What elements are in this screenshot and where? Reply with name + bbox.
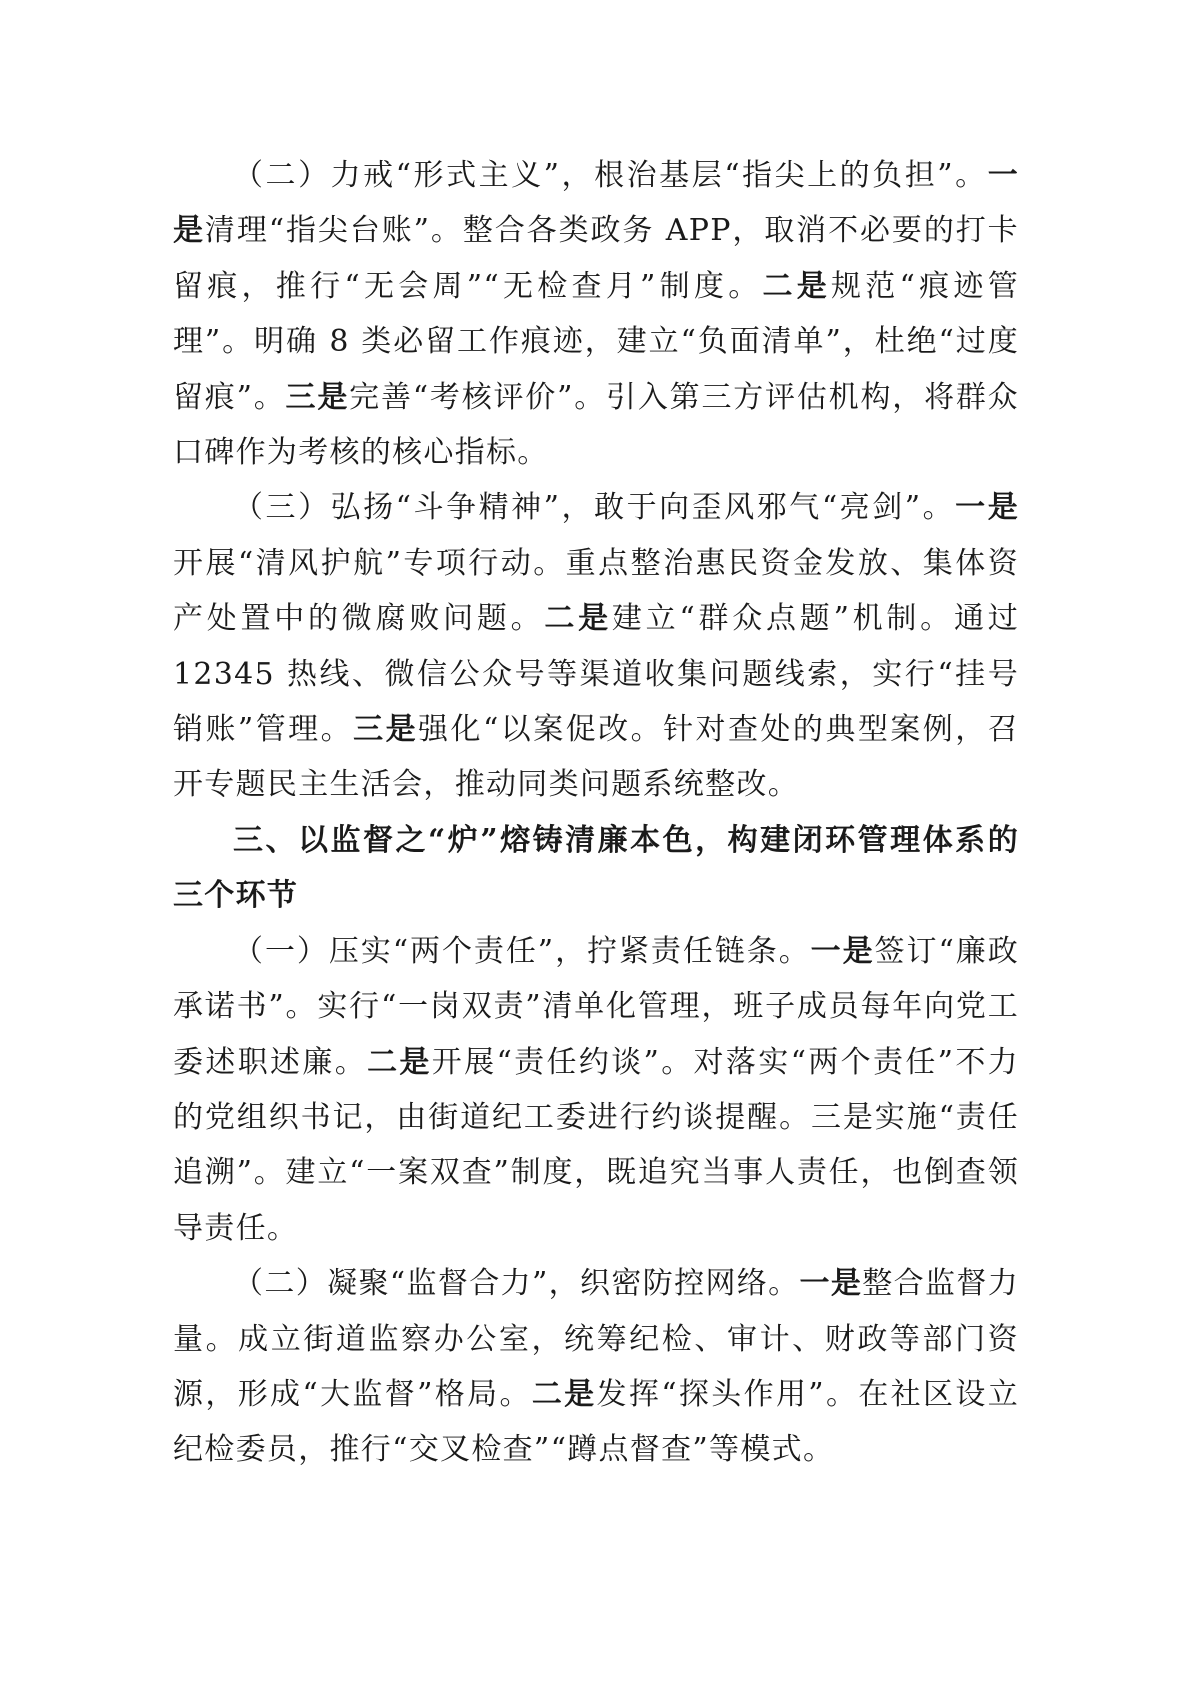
point-label: 二是	[367, 1044, 432, 1080]
document-body	[173, 148, 1019, 1478]
point-label: 一是	[810, 933, 875, 969]
paragraph-two-responsibilities	[173, 924, 1019, 1256]
point-label: 二是	[544, 601, 612, 637]
point-label: 一是	[955, 490, 1020, 526]
paragraph-text: 开展“责任约谈”。对落实“两个责任”不力的党组织书记，由街道纪工委进行约谈提醒。三是实施“责任追溯”。建立“一案双查”制度，既追究当事人责任，也倒查领导责任。	[173, 1044, 1019, 1246]
paragraph-text: 发挥“探头作用”。在社区设立纪检委员，推行“交叉检查”“蹲点督查”等模式。	[173, 1376, 1019, 1468]
paragraph-text: 强化“以案促改。针对查处的典型案例，召开专题民主生活会，推动同类问题系统整改。	[173, 712, 1019, 803]
point-label: 三是	[353, 712, 419, 748]
paragraph-text: （一）压实“两个责任”，拧紧责任链条。	[233, 933, 811, 969]
paragraph-formalism	[173, 148, 1019, 480]
point-label: 二是	[531, 1376, 597, 1412]
paragraph-text: 开展“清风护航”专项行动。重点整治惠民资金发放、集体资产处置中的微腐败问题。	[173, 545, 1019, 637]
paragraph-text: 整合监督力量。成立街道监察办公室，统筹纪检、审计、财政等部门资源，形成“大监督”格局。	[173, 1266, 1020, 1412]
paragraph-text: 签订“廉政承诺书”。实行“一岗双责”清单化管理，班子成员每年向党工委述职述廉。	[173, 933, 1020, 1080]
point-label: 三是	[285, 379, 350, 415]
paragraph-supervision-synergy	[173, 1256, 1019, 1478]
paragraph-text: 规范“痕迹管理”。明确 8 类必留工作痕迹，建立“负面清单”，杜绝“过度留痕”。	[173, 268, 1019, 415]
paragraph-text: （三）弘扬“斗争精神”，敢于向歪风邪气“亮剑”。	[233, 490, 956, 526]
paragraph-text: 建立“群众点题”机制。通过 12345 热线、微信公众号等渠道收集问题线索，实行“挂号销账”管理。	[173, 601, 1019, 748]
paragraph-text: （二）力戒“形式主义”，根治基层“指尖上的负担”。	[233, 158, 988, 193]
paragraph-text: 清理“指尖台账”。整合各类政务 APP，取消不必要的打卡留痕，推行“无会周”“无检查月”制度。	[173, 213, 1019, 304]
paragraph-text: （二）凝聚“监督合力”，织密防控网络。	[233, 1266, 800, 1302]
point-label: 一是	[799, 1266, 863, 1302]
point-label: 一是	[173, 158, 1019, 249]
paragraph-text: 完善“考核评价”。引入第三方评估机构，将群众口碑作为考核的核心指标。	[173, 379, 1019, 471]
section-heading: 三、以监督之“炉”熔铸清廉本色，构建闭环管理体系的三个环节	[173, 822, 1019, 914]
paragraph-struggle-spirit	[173, 480, 1019, 812]
point-label: 二是	[762, 268, 832, 304]
